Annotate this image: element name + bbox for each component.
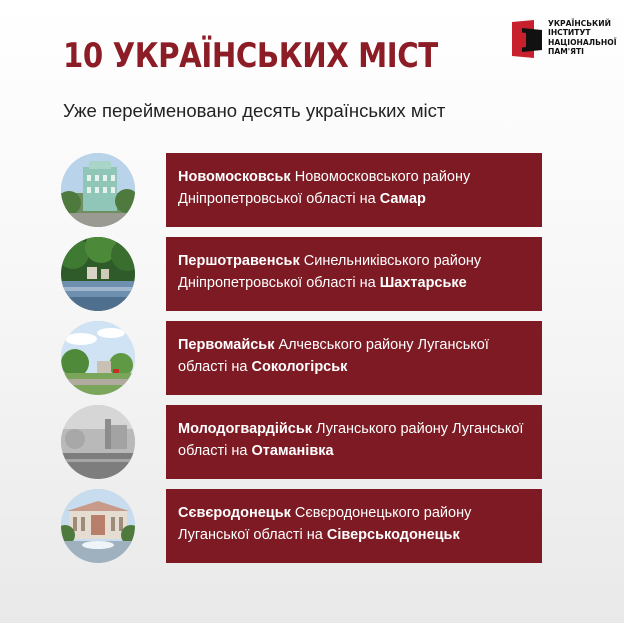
old-city-name: Новомосковськ — [178, 169, 291, 185]
city-row — [61, 153, 542, 227]
old-city-name: Першотравенськ — [178, 253, 300, 269]
logo-line: НАЦІОНАЛЬНОЇ — [548, 37, 617, 47]
logo-line: ІНСТИТУТ — [548, 28, 591, 38]
page-subtitle: Уже перейменовано десять українських міст — [63, 100, 446, 121]
city-row — [61, 405, 542, 479]
city-building-photo — [61, 153, 135, 227]
new-city-name: Сіверськодонецьк — [326, 527, 460, 543]
city-rename-box — [166, 405, 542, 479]
logo-line: ПАМ'ЯТІ — [548, 47, 584, 57]
city-row — [61, 321, 542, 395]
page-title: 10 УКРАЇНСЬКИХ МІСТ — [63, 36, 438, 76]
city-photo — [61, 405, 135, 479]
old-city-name: Сєвєродонецьк — [178, 505, 291, 521]
rename-description: Синельниківського району Дніпропетровської області на — [178, 253, 482, 291]
logo-text — [548, 19, 617, 57]
foggy-square-photo — [61, 405, 135, 479]
city-photo — [61, 321, 135, 395]
city-rename-box — [166, 153, 542, 227]
rename-description: Сєвєродонецького району Луганської області на — [178, 505, 472, 543]
rename-description: Новомосковського району Дніпропетровської області на — [178, 169, 471, 207]
new-city-name: Шахтарське — [379, 275, 467, 291]
old-city-name: Молодогвардійськ — [178, 421, 313, 437]
logo-line: УКРАЇНСЬКИЙ — [548, 19, 611, 28]
city-rename-box — [166, 321, 542, 395]
river-dam-photo — [61, 237, 135, 311]
city-row — [61, 237, 542, 311]
logo-mark-icon — [512, 20, 542, 58]
city-row — [61, 489, 542, 563]
new-city-name: Сокологірськ — [251, 359, 348, 375]
old-city-name: Первомайськ — [178, 337, 275, 353]
theatre-building-photo — [61, 489, 135, 563]
new-city-name: Самар — [379, 191, 426, 207]
new-city-name: Отаманівка — [251, 443, 334, 459]
institute-logo — [512, 16, 616, 60]
city-photo — [61, 489, 135, 563]
rename-description: Луганського району Луганської області на — [178, 421, 524, 459]
city-photo — [61, 237, 135, 311]
city-rename-box — [166, 237, 542, 311]
green-street-photo — [61, 321, 135, 395]
city-rename-box — [166, 489, 542, 563]
city-photo — [61, 153, 135, 227]
rename-description: Алчевського району Луганської області на — [178, 337, 489, 375]
